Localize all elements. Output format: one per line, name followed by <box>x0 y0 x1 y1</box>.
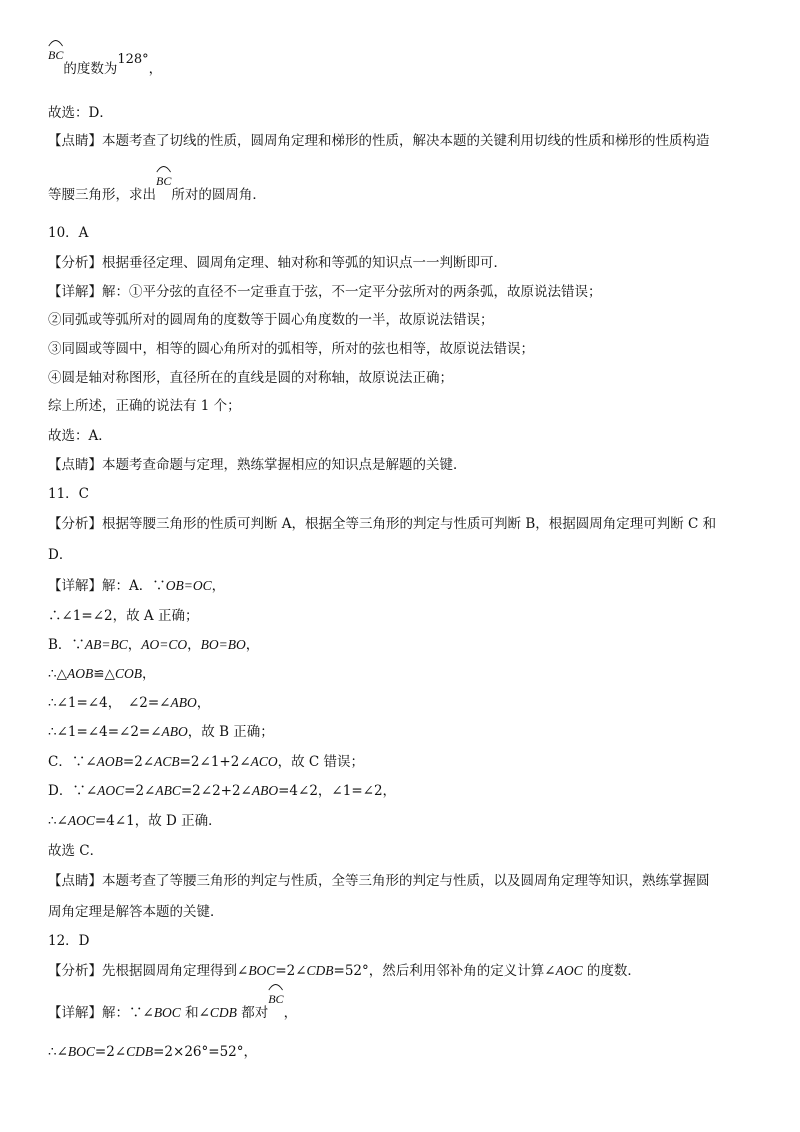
solution-line: 【详解】解：A．∵OB=OC， <box>48 578 226 594</box>
line-arc-degree: BC的度数为128°， <box>48 60 752 79</box>
question-number: 12．D <box>48 933 90 949</box>
summary-line: 综上所述，正确的说法有 1 个； <box>48 398 241 414</box>
arc-bc: BC <box>268 990 283 1008</box>
solution-line: ∴∠AOC=4∠1，故 D 正确． <box>48 813 222 829</box>
answer-line: 故选：D． <box>48 105 113 121</box>
analysis-line: 【分析】根据垂径定理、圆周角定理、轴对称和等弧的知识点一一判断即可． <box>48 255 507 271</box>
solution-line: ③同圆或等圆中，相等的圆心角所对的弧相等，所对的弦也相等，故原说法错误； <box>48 341 534 357</box>
analysis-line-cont: D． <box>48 547 73 563</box>
solution-line: ∴∠1=∠4=∠2=∠ABO，故 B 正确； <box>48 724 274 740</box>
answer-line: 故选：A． <box>48 428 112 444</box>
question-number: 11．C <box>48 486 90 502</box>
comment-line: 【点睛】本题考查了等腰三角形的判定与性质，全等三角形的判定与性质，以及圆周角定理等知识，熟练掌握圆 <box>48 873 710 889</box>
solution-line: ∴∠1=∠2，故 A 正确； <box>48 608 199 624</box>
solution-line: 【详解】解：∵∠BOC 和∠CDB 都对 BC， <box>48 1004 752 1022</box>
arc-bc: BC <box>156 172 171 190</box>
comment-line: 【点睛】本题考查了切线的性质，圆周角定理和梯形的性质，解决本题的关键利用切线的性质和梯形的性质构造 <box>48 133 710 149</box>
arc-symbol-icon <box>156 163 171 173</box>
answer-line: 故选 C． <box>48 843 104 859</box>
solution-line: ②同弧或等弧所对的圆周角的度数等于圆心角度数的一半，故原说法错误； <box>48 312 494 328</box>
arc-symbol-icon <box>48 37 63 47</box>
question-number: 10．A <box>48 225 89 241</box>
solution-line: C．∵∠AOB=2∠ACB=2∠1+2∠ACO，故 C 错误； <box>48 754 365 770</box>
comment-line: 【点睛】本题考查命题与定理，熟练掌握相应的知识点是解题的关键． <box>48 457 467 473</box>
analysis-line: 【分析】先根据圆周角定理得到∠BOC=2∠CDB=52°，然后利用邻补角的定义计算∠AOC 的度数． <box>48 963 641 979</box>
analysis-line: 【分析】根据等腰三角形的性质可判断 A，根据全等三角形的判定与性质可判断 B，根据圆周角定理可判断 C 和 <box>48 516 717 532</box>
arc-bc: BC <box>48 46 63 64</box>
solution-line: 【详解】解：①平分弦的直径不一定垂直于弦，不一定平分弦所对的两条弧，故原说法错误； <box>48 284 602 300</box>
solution-line: ∴△AOB≌△COB， <box>48 666 156 682</box>
degree-value: 128° <box>117 52 149 67</box>
solution-line: D．∵∠AOC=2∠ABC=2∠2+2∠ABO=4∠2，∠1=∠2， <box>48 783 397 799</box>
solution-line: ④圆是轴对称图形，直径所在的直线是圆的对称轴，故原说法正确； <box>48 370 453 386</box>
solution-line: ∴∠1=∠4， ∠2=∠ABO， <box>48 695 211 711</box>
arc-symbol-icon <box>268 981 283 991</box>
comment-line-cont: 周角定理是解答本题的关键． <box>48 904 224 920</box>
solution-line: B．∵AB=BC，AO=CO，BO=BO， <box>48 637 260 653</box>
solution-line: ∴∠BOC=2∠CDB=2×26°=52°， <box>48 1044 258 1060</box>
comment-line-cont: 等腰三角形，求出 BC所对的圆周角． <box>48 186 752 204</box>
